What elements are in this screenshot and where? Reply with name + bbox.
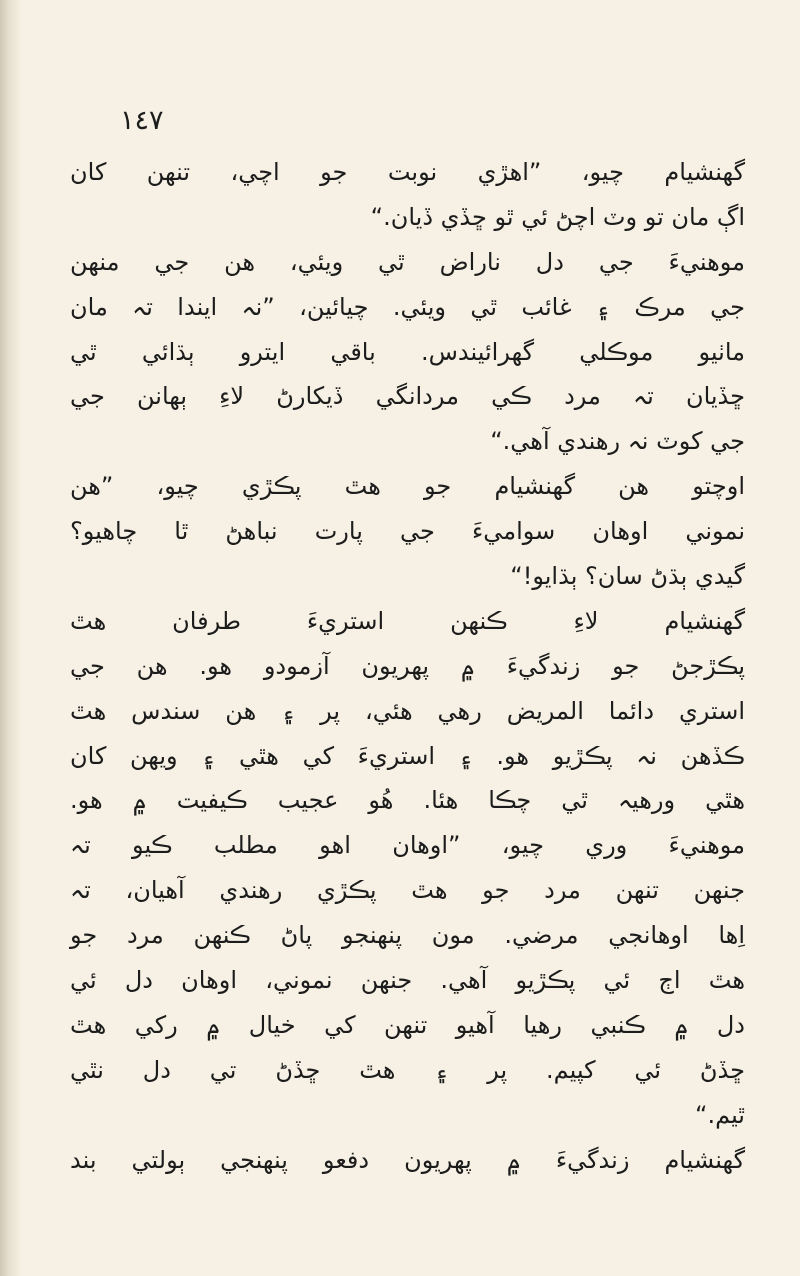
text-line: نموني اوھان سواميءَ جي پارت نباھڻ ٿا چاھيو؟ [70,517,745,546]
text-line: جي کوٽ نہ رھندي آھي.“ [490,427,745,456]
body-text [70,150,745,1182]
text-line: ھٿ اڄ ئي پڪڙيو آھي. جنھن نموني، اوھان دل ئي [70,966,745,995]
text-line: پڪڙجڻ جو زندگيءَ ۾ پھريون آزمودو ھو. ھن جي [70,651,745,680]
text-line: استري دائما المريض رھي ھئي، پر ۽ ھن سندس ھٿ [70,696,745,725]
text-line: ڇڏيان تہ مرد ڪي مردانگي ڏيکارڻ لاءِ ٻھانن جي [70,382,745,411]
text-line: موھنيءَ جي دل ناراض ٿي ويئي، ھن جي منھن [70,247,745,276]
text-line: ھٿي ورھيہ ٿي چڪا ھئا. ھُو عجيب ڪيفيت ۾ ھو. [70,786,745,815]
text-line: گھنشيام چيو، ”اھڙي نوبت جو اچي، تنھن کان [70,158,745,186]
text-line: موھنيءَ وري چيو، ”اوھان اھو مطلب ڪيو تہ [70,831,745,860]
text-line: جي مرڪ ۽ غائب ٿي ويئي. چيائين، ”نہ ايندا تہ مان [70,292,745,321]
text-line: ٿيم.“ [695,1100,745,1129]
text-line: اِھا اوھانجي مرضي. مون پنھنجو پاڻ ڪنھن مرد جو [70,921,745,950]
text-line: گيدي ٻڌڻ سان؟ ٻڌايو!“ [510,562,745,591]
text-line: دل ۾ ڪنبي رھيا آھيو تنھن کي خيال ۾ رکي ھٿ [70,1010,745,1039]
text-line: گھنشيام زندگيءَ ۾ پھريون دفعو پنھنجي ٻولتي بند [70,1145,745,1174]
page-binding-edge [0,0,22,1276]
text-line: ڇڏڻ ئي کپيم. پر ۽ ھٿ ڇڏڻ تي دل نٿي [70,1055,745,1084]
text-line: گھنشيام لاءِ ڪنھن استريءَ طرفان ھٿ [70,606,745,635]
text-line: اوچتو ھن گھنشيام جو ھٿ پڪڙي چيو، ”ھن [70,472,745,501]
text-line: ڪڏھن نہ پڪڙيو ھو. ۽ استريءَ کي ھٿي ۽ ويھن کان [70,741,745,770]
text-line: جنھن تنھن مرد جو ھٿ پڪڙي رھندي آھيان، تہ [70,876,745,905]
page-number: ١٤٧ [120,105,164,136]
text-line: ماٺيو موڪلي گھرائيندس. باقي ايترو ٻڌائي ٿي [70,337,745,366]
text-line: اڳ مان تو وٽ اچڻ ئي ٿو ڇڏي ڏيان.“ [370,202,745,231]
